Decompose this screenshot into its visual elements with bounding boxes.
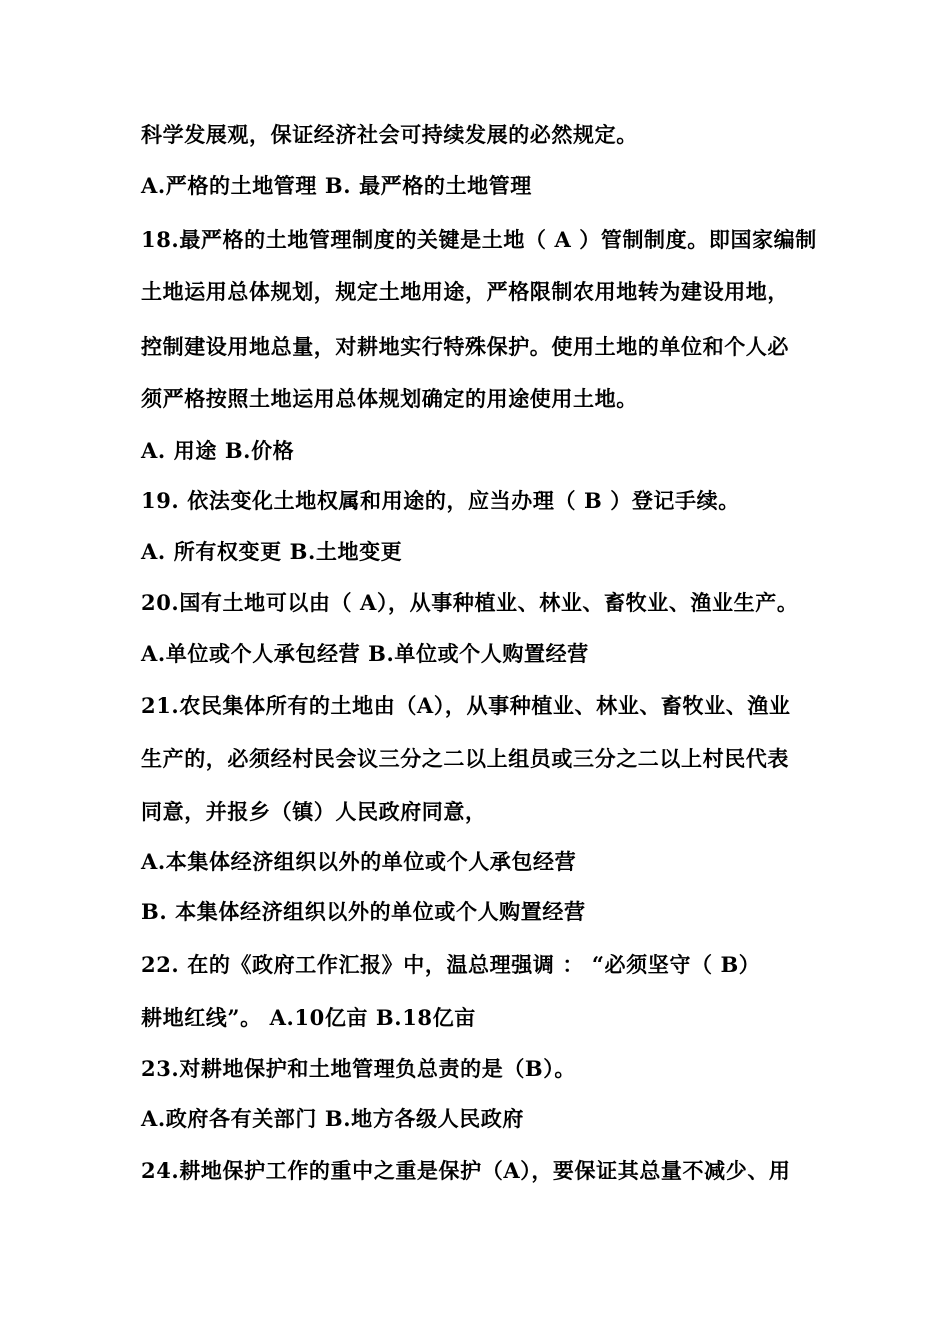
text-line-9: A. 所有权变更 B.土地变更 [141, 539, 403, 564]
text-line-12: 21.农民集体所有的土地由（A），从事种植业、林业、畜牧业、渔业 [141, 693, 791, 718]
text-line-14: 同意，并报乡（镇）人民政府同意， [141, 799, 487, 824]
text-line-7: A. 用途 B.价格 [141, 438, 295, 463]
text-line-6: 须严格按照土地运用总体规划确定的用途使用土地。 [141, 386, 638, 411]
text-line-3: 18.最严格的土地管理制度的关键是土地（ A ）管制制度。即国家编制 [141, 227, 817, 252]
text-line-15: A.本集体经济组织以外的单位或个人承包经营 [141, 849, 577, 874]
text-line-4: 土地运用总体规划，规定土地用途，严格限制农用地转为建设用地， [141, 279, 789, 304]
text-line-18: 耕地红线”。 A.10亿亩 B.18亿亩 [141, 1005, 476, 1030]
text-line-21: 24.耕地保护工作的重中之重是保护（A），要保证其总量不减少、用 [141, 1158, 791, 1183]
text-line-11: A.单位或个人承包经营 B.单位或个人购置经营 [141, 641, 589, 666]
text-line-10: 20.国有土地可以由（ A），从事种植业、林业、畜牧业、渔业生产。 [141, 590, 799, 615]
text-line-20: A.政府各有关部门 B.地方各级人民政府 [141, 1106, 524, 1131]
text-line-2: A.严格的土地管理 B. 最严格的土地管理 [141, 173, 532, 198]
text-line-16: B. 本集体经济组织以外的单位或个人购置经营 [141, 899, 586, 924]
text-line-8: 19. 依法变化土地权属和用途的，应当办理（ B ）登记手续。 [141, 488, 740, 513]
text-line-17: 22. 在的《政府工作汇报》中，温总理强调 ： “必须坚守（ B） [141, 952, 761, 977]
text-line-19: 23.对耕地保护和土地管理负总责的是（B）。 [141, 1056, 576, 1081]
text-line-13: 生产的，必须经村民会议三分之二以上组员或三分之二以上村民代表 [141, 746, 789, 771]
text-line-5: 控制建设用地总量，对耕地实行特殊保护。使用土地的单位和个人必 [141, 334, 789, 359]
text-line-1: 科学发展观，保证经济社会可持续发展的必然规定。 [141, 122, 638, 147]
